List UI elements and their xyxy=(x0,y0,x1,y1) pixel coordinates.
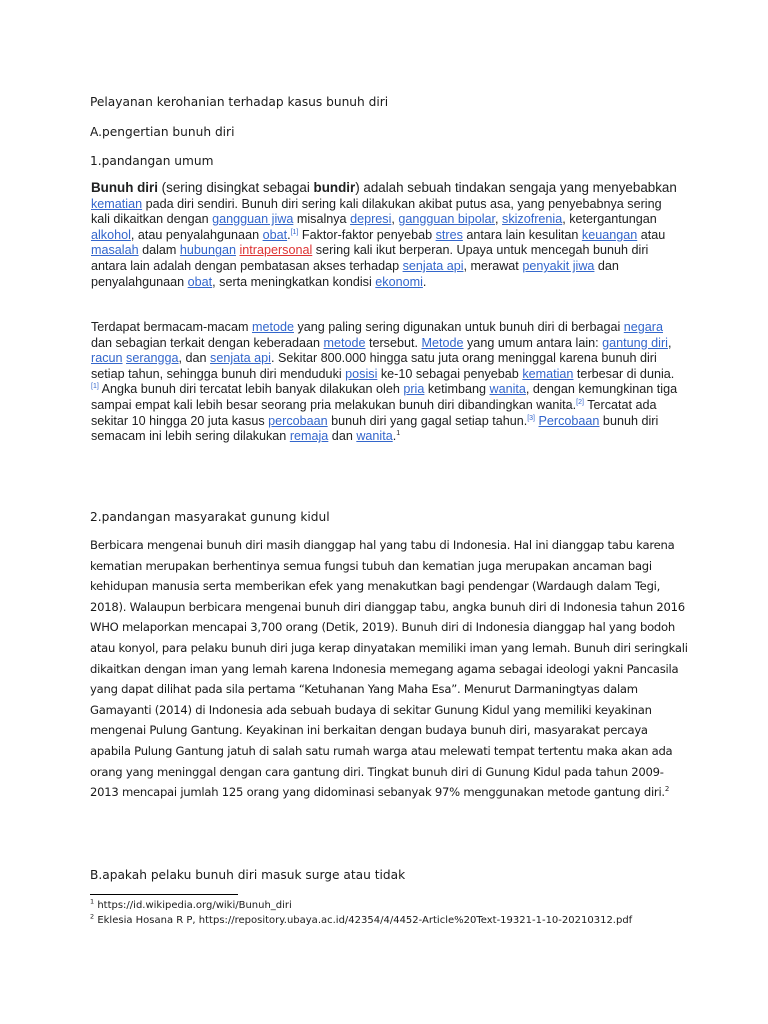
link-serangga[interactable]: serangga xyxy=(126,351,179,366)
footnote-ref-1: 1 xyxy=(396,429,401,437)
link-pria[interactable]: pria xyxy=(403,382,425,397)
link-racun[interactable]: racun xyxy=(91,351,123,366)
link-metode-3[interactable]: Metode xyxy=(421,335,464,350)
link-kematian[interactable]: kematian xyxy=(91,196,143,211)
reference-3[interactable]: [3] xyxy=(527,414,536,422)
link-metode-2[interactable]: metode xyxy=(323,335,366,350)
wiki-paragraph-1: Bunuh diri (sering disingkat sebagai bundir) adalah sebuah tindakan sengaja yang menyebabkan kematian pada diri sendiri. Bunuh diri sering kali dilakukan akibat putus asa, yang penyebabnya sering kali dikaitkan dengan gangguan jiwa misalnya depresi, gangguan bipolar, skizofrenia, ketergantungan alkohol, atau penyalahgunaan obat.[1] Faktor-faktor penyebab stres antara lain kesulitan keuangan atau masalah dalam hubungan intrapersonal sering kali ikut berperan. Upaya untuk mencegah bunuh diri antara lain adalah dengan pembatasan akses terhadap senjata api, merawat penyakit jiwa dan penyalahgunaan obat, serta meningkatkan kondisi ekonomi. xyxy=(91,180,677,289)
link-obat-2[interactable]: obat xyxy=(187,274,213,289)
footnote-ref-2: 2 xyxy=(664,785,670,794)
reference-2[interactable]: [2] xyxy=(576,398,584,406)
document-title: Pelayanan kerohanian terhadap kasus bunuh diri xyxy=(90,95,389,109)
link-percobaan-2[interactable]: Percobaan xyxy=(538,413,600,428)
footnote-2: $^2$ Eklesia Hosana R P, https://repository.ubaya.ac.id/42354/4/4452-Article%20Text-19321-1-10-20210312.pdf xyxy=(90,912,633,926)
link-remaja[interactable]: remaja xyxy=(289,429,329,444)
link-stres[interactable]: stres xyxy=(435,227,463,242)
term-bunuh-diri: Bunuh diri xyxy=(91,180,158,195)
link-negara[interactable]: negara xyxy=(623,320,663,334)
reference-1b[interactable]: [1] xyxy=(91,383,99,391)
link-wanita[interactable]: wanita xyxy=(489,382,526,397)
link-gangguan-bipolar[interactable]: gangguan bipolar xyxy=(398,212,496,227)
subsection-1-heading: 1.pandangan umum xyxy=(90,154,214,168)
link-depresi[interactable]: depresi xyxy=(350,212,392,227)
link-kematian-2[interactable]: kematian xyxy=(522,366,574,381)
section-a-heading: A.pengertian bunuh diri xyxy=(90,125,235,139)
masyarakat-paragraph: Berbicara mengenai bunuh diri masih dianggap hal yang tabu di Indonesia. Hal ini dianggap tabu karena kematian merupakan berhentinya semua fungsi tubuh dan kematian juga merupakan ancaman bagi kehidupan manusia serta memberikan efek yang menakutkan bagi pendengar (Wardaugh dalam Tegi, 2018). Walaupun berbicara mengenai bunuh diri dianggap tabu, angka bunuh diri di Indonesia tahun 2016 WHO melaporkan mencapai 3,700 orang (Detik, 2019). Bunuh diri di Indonesia dianggap hal yang bodoh atau konyol, para pelaku bunuh diri juga kerap dinyatakan memiliki iman yang lemah. Bunuh diri seringkali dikaitkan dengan iman yang lemah karena Indonesia memegang agama sebagai ideologi yakni Pancasila yang dapat dilihat pada sila pertama “Ketuhanan Yang Maha Esa”. Menurut Darmaningtyas dalam Gamayanti (2014) di Indonesia ada sebuah budaya di sekitar Gunung Kidul yang memiliki keyakinan mengenai Pulung Gantung. Keyakinan ini berkaitan dengan budaya bunuh diri, masyarakat percaya apabila Pulung Gantung jatuh di salah satu rumah warga atau melewati tempat tertentu maka akan ada orang yang meninggal dengan cara gantung diri. Tingkat bunuh diri di Gunung Kidul pada tahun 2009-2013 mencapai jumlah 125 orang yang didominasi sebanyak 97% menggunakan metode gantung diri.$^2$ xyxy=(90,538,688,800)
link-penyakit-jiwa[interactable]: penyakit jiwa xyxy=(522,258,595,273)
link-senjata-api[interactable]: senjata api xyxy=(402,258,464,273)
link-senjata-api-2[interactable]: senjata api xyxy=(210,351,271,366)
link-keuangan[interactable]: keuangan xyxy=(581,227,638,242)
link-intrapersonal[interactable]: intrapersonal xyxy=(239,243,313,258)
footnote-separator xyxy=(90,894,238,895)
link-wanita-2[interactable]: wanita xyxy=(356,429,393,444)
footnote-1: $^1$ https://id.wikipedia.org/wiki/Bunuh_diri xyxy=(90,897,292,911)
wiki-paragraph-2: Terdapat bermacam-macam metode yang paling sering digunakan untuk bunuh diri di berbagai negara dan sebagian terkait dengan keberadaan metode tersebut. Metode yang umum antara lain: gantung diri, racun serangga, dan senjata api. Sekitar 800.000 hingga satu juta orang meninggal karena bunuh diri setiap tahun, sehingga bunuh diri menduduki posisi ke-10 sebagai penyebab kematian terbesar di dunia.[1] Angka bunuh diri tercatat lebih banyak dilakukan oleh pria ketimbang wanita, dengan kemungkinan tiga sampai empat kali lebih besar seorang pria melakukan bunuh diri dibandingkan wanita.[2] Tercatat ada sekitar 10 hingga 20 juta kasus percobaan bunuh diri yang gagal setiap tahun.[3] Percobaan bunuh diri semacam ini lebih sering dilakukan remaja dan wanita.$^1$ xyxy=(91,320,678,444)
link-metode[interactable]: metode xyxy=(251,320,294,334)
link-percobaan[interactable]: percobaan xyxy=(268,413,328,428)
subsection-2-heading: 2.pandangan masyarakat gunung kidul xyxy=(90,510,330,524)
term-bundir: bundir xyxy=(313,180,356,195)
link-obat[interactable]: obat xyxy=(262,227,288,242)
link-masalah[interactable]: masalah xyxy=(91,243,139,258)
reference-1[interactable]: [1] xyxy=(290,228,299,236)
link-skizofrenia[interactable]: skizofrenia xyxy=(502,212,563,227)
link-alkohol[interactable]: alkohol xyxy=(91,227,131,242)
link-hubungan[interactable]: hubungan xyxy=(179,243,236,258)
link-posisi[interactable]: posisi xyxy=(345,366,378,381)
link-gangguan-jiwa[interactable]: gangguan jiwa xyxy=(212,212,294,227)
link-ekonomi[interactable]: ekonomi xyxy=(375,274,423,289)
link-gantung-diri[interactable]: gantung diri xyxy=(602,335,668,350)
section-b-heading: B.apakah pelaku bunuh diri masuk surge atau tidak xyxy=(90,868,406,882)
